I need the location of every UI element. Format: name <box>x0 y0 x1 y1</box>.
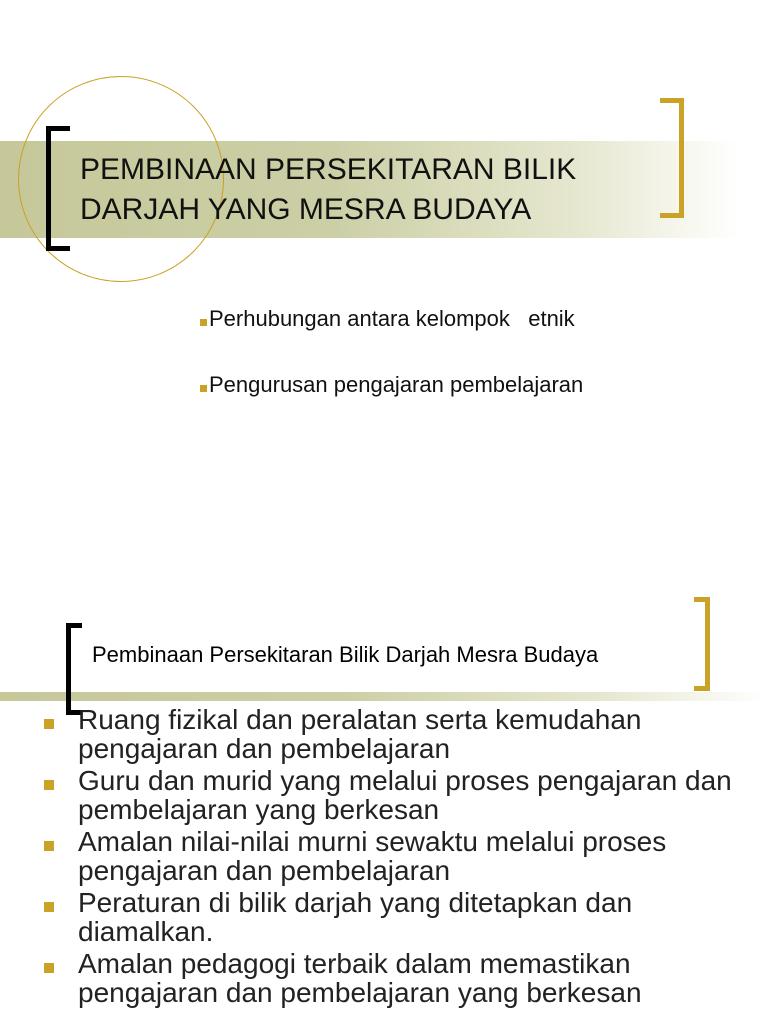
list-item-text: Ruang fizikal dan peralatan serta kemudahan pengajaran dan pembelajaran <box>78 704 642 764</box>
slide-title-line-1: PEMBINAAN PERSEKITARAN BILIK <box>80 153 577 186</box>
list-item-text: Pengurusan pengajaran pembelajaran <box>209 372 584 397</box>
slide-title-line-2: DARJAH YANG MESRA BUDAYA <box>80 193 532 226</box>
bullet-square-icon <box>44 780 54 790</box>
list-item <box>200 305 583 333</box>
list-item <box>200 371 583 399</box>
right-bracket-decoration <box>694 597 710 691</box>
bullet-square-icon <box>44 719 54 729</box>
bullet-list <box>200 305 583 437</box>
bullet-square-icon <box>200 385 207 392</box>
bullet-square-icon <box>44 963 54 973</box>
slide-title <box>80 150 680 230</box>
list-item <box>40 949 768 1007</box>
title-band <box>0 692 768 701</box>
bullet-list <box>40 705 768 1010</box>
bullet-square-icon <box>44 841 54 851</box>
bullet-square-icon <box>44 902 54 912</box>
list-item-text: Peraturan di bilik darjah yang ditetapkan dan diamalkan. <box>78 887 633 947</box>
list-item-text: Guru dan murid yang melalui proses pengajaran dan pembelajaran yang berkesan <box>78 765 732 825</box>
list-item-text: Amalan nilai-nilai murni sewaktu melalui proses pengajaran dan pembelajaran <box>78 826 667 886</box>
list-item <box>40 766 768 824</box>
list-item-text: Amalan pedagogi terbaik dalam memastikan pengajaran dan pembelajaran yang berkesan <box>78 948 642 1008</box>
slide-2 <box>0 545 768 1024</box>
left-bracket-decoration <box>66 623 82 715</box>
list-item <box>40 705 768 763</box>
slide-title: Pembinaan Persekitaran Bilik Darjah Mesra Budaya <box>92 642 599 667</box>
list-item-text: Perhubungan antara kelompok etnik <box>209 306 575 331</box>
bullet-square-icon <box>200 319 207 326</box>
left-bracket-decoration <box>46 126 70 251</box>
list-item <box>40 888 768 946</box>
list-item <box>40 827 768 885</box>
